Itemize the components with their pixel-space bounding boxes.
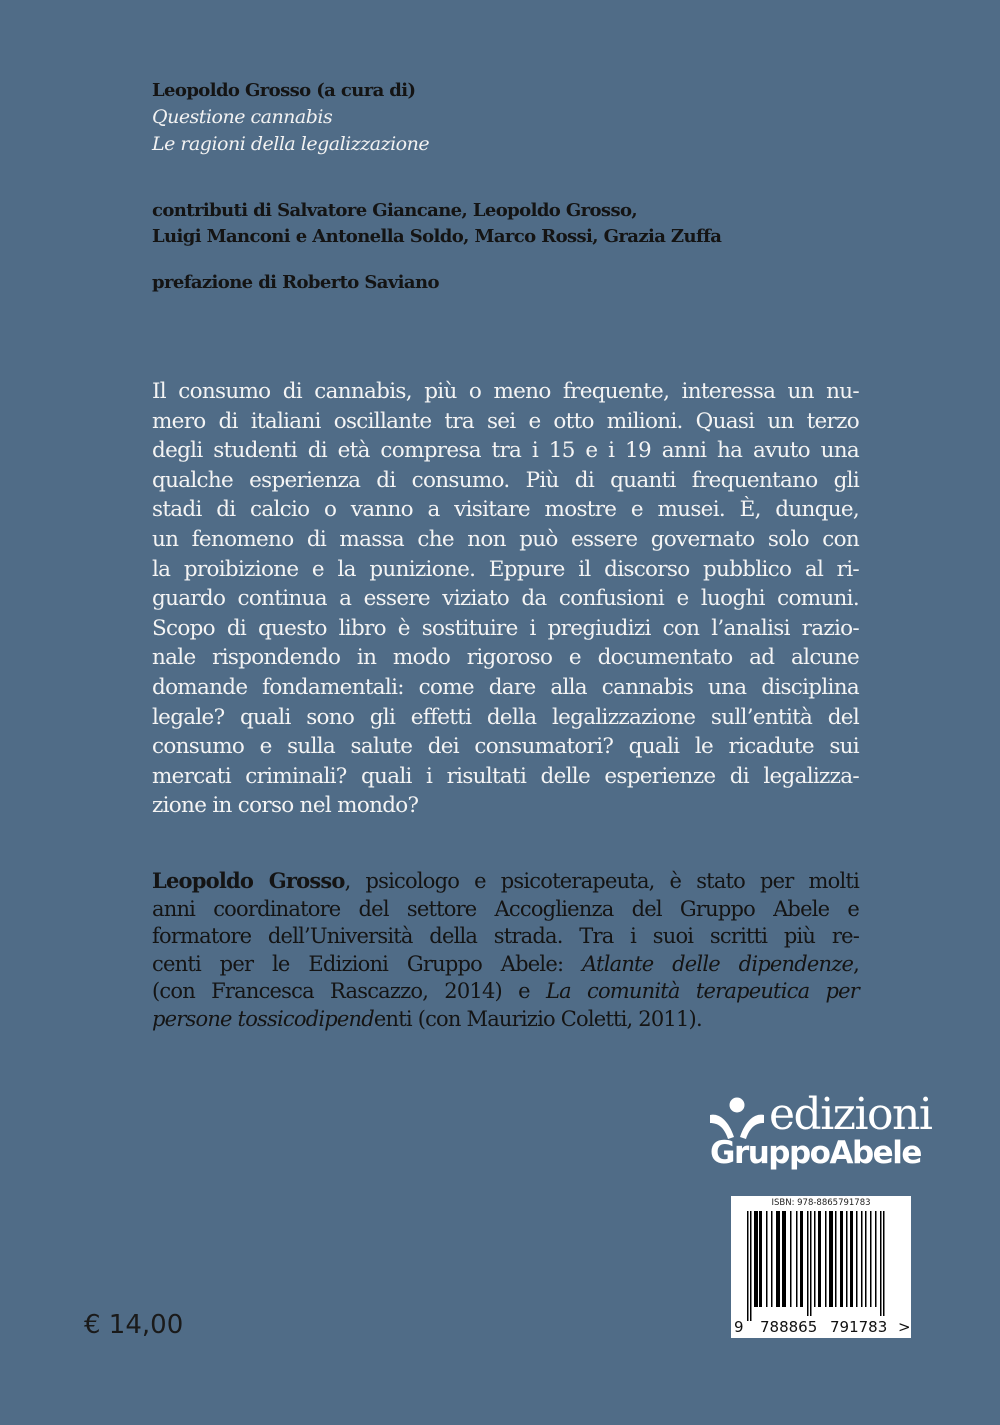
blurb-line: un fenomeno di massa che non può essere governato solo con [152,526,859,552]
contributors [152,198,721,250]
contributors-line: Luigi Manconi e Antonella Soldo, Marco Rossi, Grazia Zuffa [152,226,722,247]
barcode-quiet-mark: > [898,1318,911,1336]
blurb-line: domande fondamentali: come dare alla cannabis una disciplina [152,674,859,700]
barcode-digit-first: 9 [734,1318,744,1336]
bio-line: persone tossicodipendenti (con Maurizio Coletti, 2011). [152,1006,702,1031]
editor-line: Leopoldo Grosso (a cura di) [152,80,416,101]
blurb-line: Scopo di questo libro è sostituire i pregiudizi con l’analisi razio- [152,615,859,641]
price: € 14,00 [84,1310,184,1340]
blurb-line: consumo e sulla salute dei consumatori? quali le ricadute sui [152,734,859,760]
author-bio [152,867,859,1033]
book-subtitle: Le ragioni della legalizzazione [152,133,430,155]
book-title: Questione cannabis [152,106,333,128]
work-title: La comunità terapeutica per [545,979,859,1003]
bio-author-name: Leopoldo Grosso [152,868,345,893]
barcode-digits [734,1316,911,1338]
book-header [152,77,429,158]
blurb-paragraph [152,377,859,821]
preface-credit: prefazione di Roberto Saviano [152,272,439,293]
barcode-digit-group2: 791783 [830,1318,888,1336]
blurb-line: mercati criminali? quali i risultati delle esperienze di legalizza- [152,763,859,789]
contributors-line: contributi di Salvatore Giancane, Leopoldo Grosso, [152,200,638,221]
blurb-line: qualche esperienza di consumo. Più di quanti frequentano gli [152,467,859,493]
blurb-line: guardo continua a essere viziato da confusioni e luoghi comuni. [152,586,859,612]
work-title: persone tossicodipend [152,1006,374,1031]
publisher-word-edizioni: edizioni [769,1089,932,1140]
bio-line: anni coordinatore del settore Accoglienza del Gruppo Abele e [152,896,859,921]
blurb-line: la proibizione e la punizione. Eppure il discorso pubblico al ri- [152,556,859,582]
isbn-barcode [731,1196,911,1338]
bio-line: formatore dell’Università della strada. Tra i suoi scritti più re- [152,924,859,948]
publisher-word-gruppoabele: GruppoAbele [710,1135,921,1171]
barcode-digit-group1: 788865 [760,1318,818,1336]
bio-line: (con Francesca Rascazzo, 2014) e La comunità terapeutica per [152,979,859,1003]
blurb-line: zione in corso nel mondo? [152,793,419,819]
blurb-line: legale? quali sono gli effetti della legalizzazione sull’entità del [152,704,859,730]
isbn-label: ISBN: 978-8865791783 [771,1198,871,1208]
blurb-line: mero di italiani oscillante tra sei e otto milioni. Quasi un terzo [152,408,859,434]
work-title: Atlante delle dipendenze [582,951,854,976]
blurb-line: degli studenti di età compresa tra i 15 e i 19 anni ha avuto una [152,438,859,464]
bio-line: Leopoldo Grosso, psicologo e psicoterapeuta, è stato per molti [152,868,859,893]
blurb-line: stadi di calcio o vanno a visitare mostre e musei. È, dunque, [152,497,859,523]
blurb-line: nale rispondendo in modo rigoroso e documentato ad alcune [152,645,859,671]
publisher-logo [708,1089,938,1179]
bio-line: centi per le Edizioni Gruppo Abele: Atlante delle dipendenze, [152,951,860,976]
barcode-bars [747,1211,897,1321]
blurb-line: Il consumo di cannabis, più o meno frequente, interessa un nu- [152,379,859,404]
